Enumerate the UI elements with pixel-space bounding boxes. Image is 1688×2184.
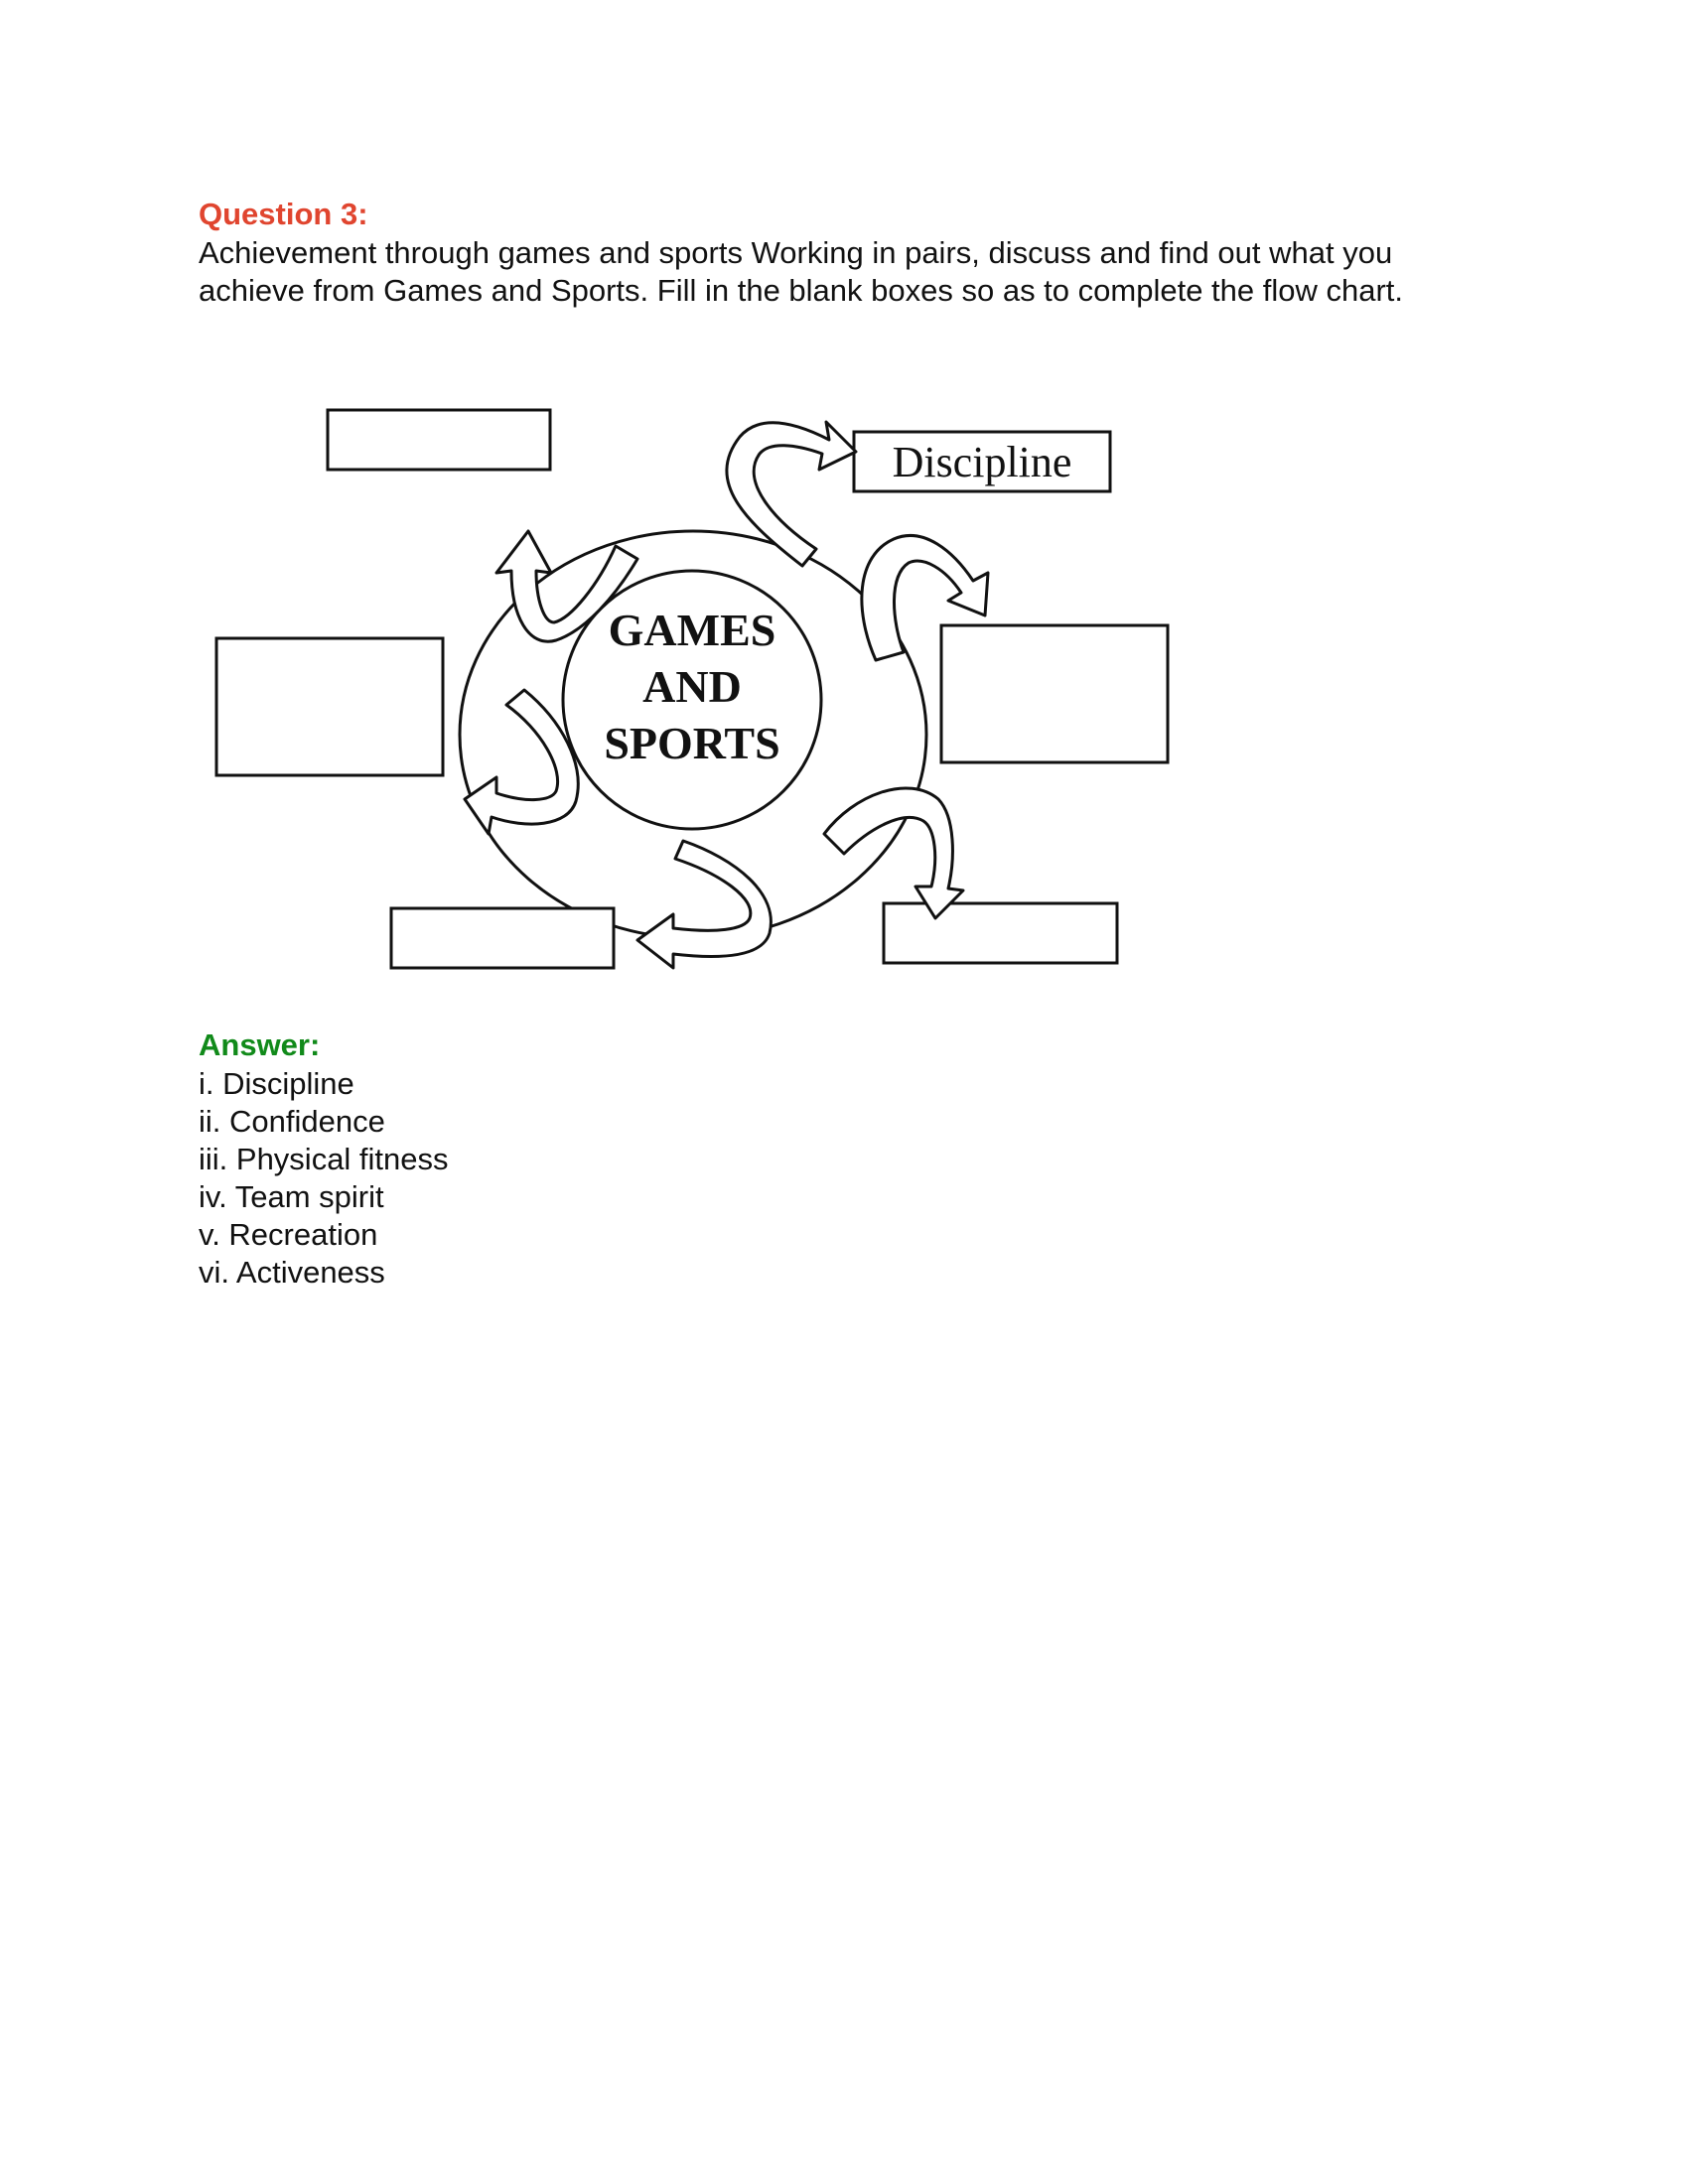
question-heading: Question 3: <box>199 197 368 231</box>
center-text-games: GAMES <box>608 605 776 655</box>
center-text-and: AND <box>642 661 742 712</box>
flow-chart-diagram <box>209 392 1182 1027</box>
arrow-to-discipline <box>727 422 856 566</box>
arrow-to-bottom-right-box <box>824 788 963 918</box>
answer-item: iii. Physical fitness <box>199 1142 449 1176</box>
answer-item: i. Discipline <box>199 1066 354 1101</box>
answer-item: iv. Team spirit <box>199 1179 384 1214</box>
center-text-sports: SPORTS <box>604 718 780 768</box>
answer-item: ii. Confidence <box>199 1104 385 1139</box>
answer-section <box>199 1025 993 1292</box>
question-text: Achievement through games and sports Working in pairs, discuss and find out what you achieve from Games and Sports. Fill in the blank boxes so as to complete the flow chart. <box>199 235 1404 308</box>
answer-item: v. Recreation <box>199 1217 378 1252</box>
arrow-to-left-box <box>465 690 578 834</box>
box-bottom-right <box>884 903 1117 963</box>
arrow-to-bottom-left-box <box>637 841 771 968</box>
box-top-left <box>328 410 550 470</box>
answer-item: vi. Activeness <box>199 1255 385 1290</box>
question-section <box>199 195 1489 310</box>
box-right <box>941 625 1168 762</box>
box-bottom-left <box>391 908 614 968</box>
box-left <box>216 638 443 775</box>
answer-list <box>199 1065 993 1292</box>
answer-heading: Answer: <box>199 1027 321 1062</box>
box-discipline-label: Discipline <box>892 438 1072 486</box>
